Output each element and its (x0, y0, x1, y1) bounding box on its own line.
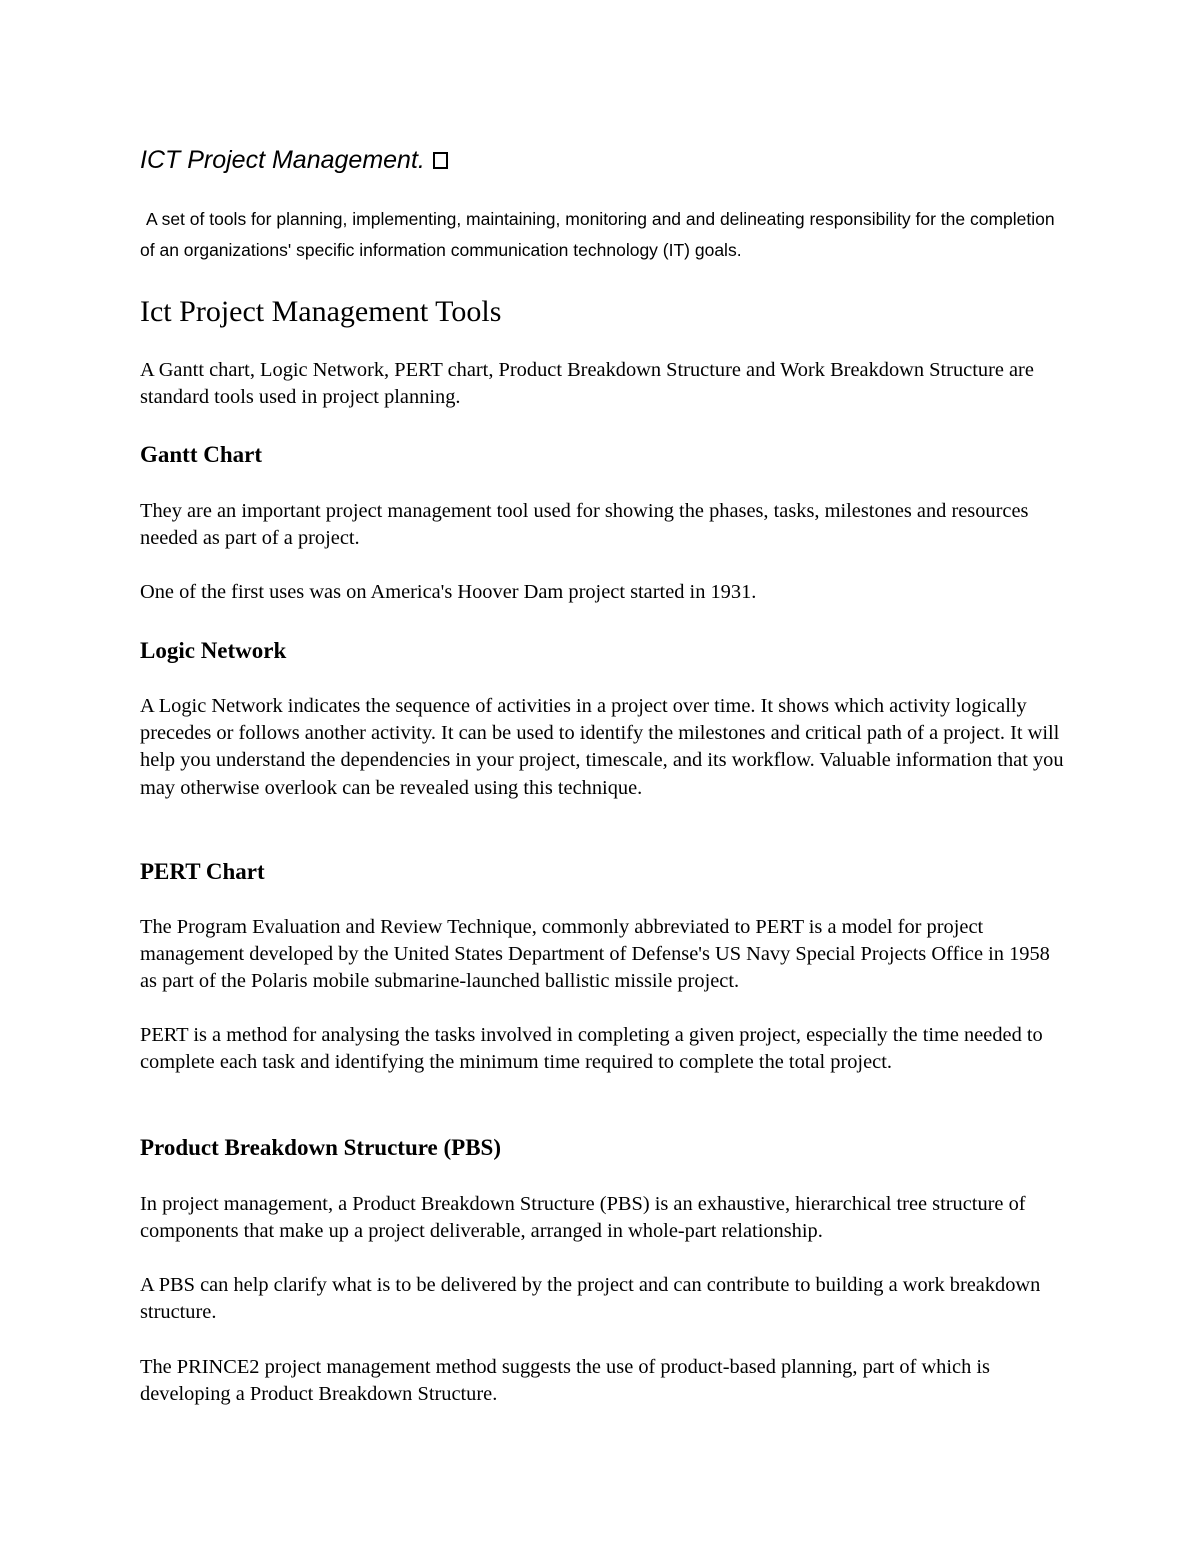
logic-paragraph-1: A Logic Network indicates the sequence of activities in a project over time. It shows which activity logically precedes or follows another activity. It can be used to identify the milestones and critical path of a project. It will help you understand the dependencies in your project, timescale, and its workflow. Valuable information that you may otherwise overlook can be revealed using this technique. (140, 695, 1064, 799)
gantt-paragraph-2: One of the first uses was on America's Hoover Dam project started in 1931. (140, 581, 757, 603)
main-paragraph: A Gantt chart, Logic Network, PERT chart, Product Breakdown Structure and Work Breakdown Structure are standard tools used in project planning. (140, 359, 1034, 409)
gantt-paragraph-1: They are an important project management tool used for showing the phases, tasks, milestones and resources needed as part of a project. (140, 500, 1029, 550)
pbs-paragraph-3: The PRINCE2 project management method suggests the use of product-based planning, part of which is developing a Product Breakdown Structure. (140, 1356, 990, 1406)
pert-heading: PERT Chart (140, 859, 265, 884)
empty-square-icon (433, 152, 448, 169)
document-title: ICT Project Management. (140, 146, 425, 174)
pert-paragraph-1: The Program Evaluation and Review Technique, commonly abbreviated to PERT is a model for project management developed by the United States Department of Defense's US Navy Special Projects Office in 1958 as part of the Polaris mobile submarine-launched ballistic missile project. (140, 916, 1050, 993)
logic-heading: Logic Network (140, 638, 287, 663)
pert-paragraph-2: PERT is a method for analysing the tasks involved in completing a given project, especially the time needed to complete each task and identifying the minimum time required to complete the total project. (140, 1024, 1043, 1074)
pbs-paragraph-1: In project management, a Product Breakdown Structure (PBS) is an exhaustive, hierarchical tree structure of components that make up a project deliverable, arranged in whole-part relationship. (140, 1193, 1026, 1243)
pbs-heading: Product Breakdown Structure (PBS) (140, 1135, 501, 1160)
gantt-heading: Gantt Chart (140, 442, 263, 467)
main-heading: Ict Project Management Tools (140, 295, 502, 328)
intro-paragraph: A set of tools for planning, implementing, maintaining, monitoring and and delineating responsibility for the completion of an organizations' specific information communication technology (IT) goals. (140, 209, 1055, 260)
pbs-paragraph-2: A PBS can help clarify what is to be delivered by the project and can contribute to building a work breakdown structure. (140, 1274, 1041, 1324)
document-title-line (140, 142, 448, 178)
